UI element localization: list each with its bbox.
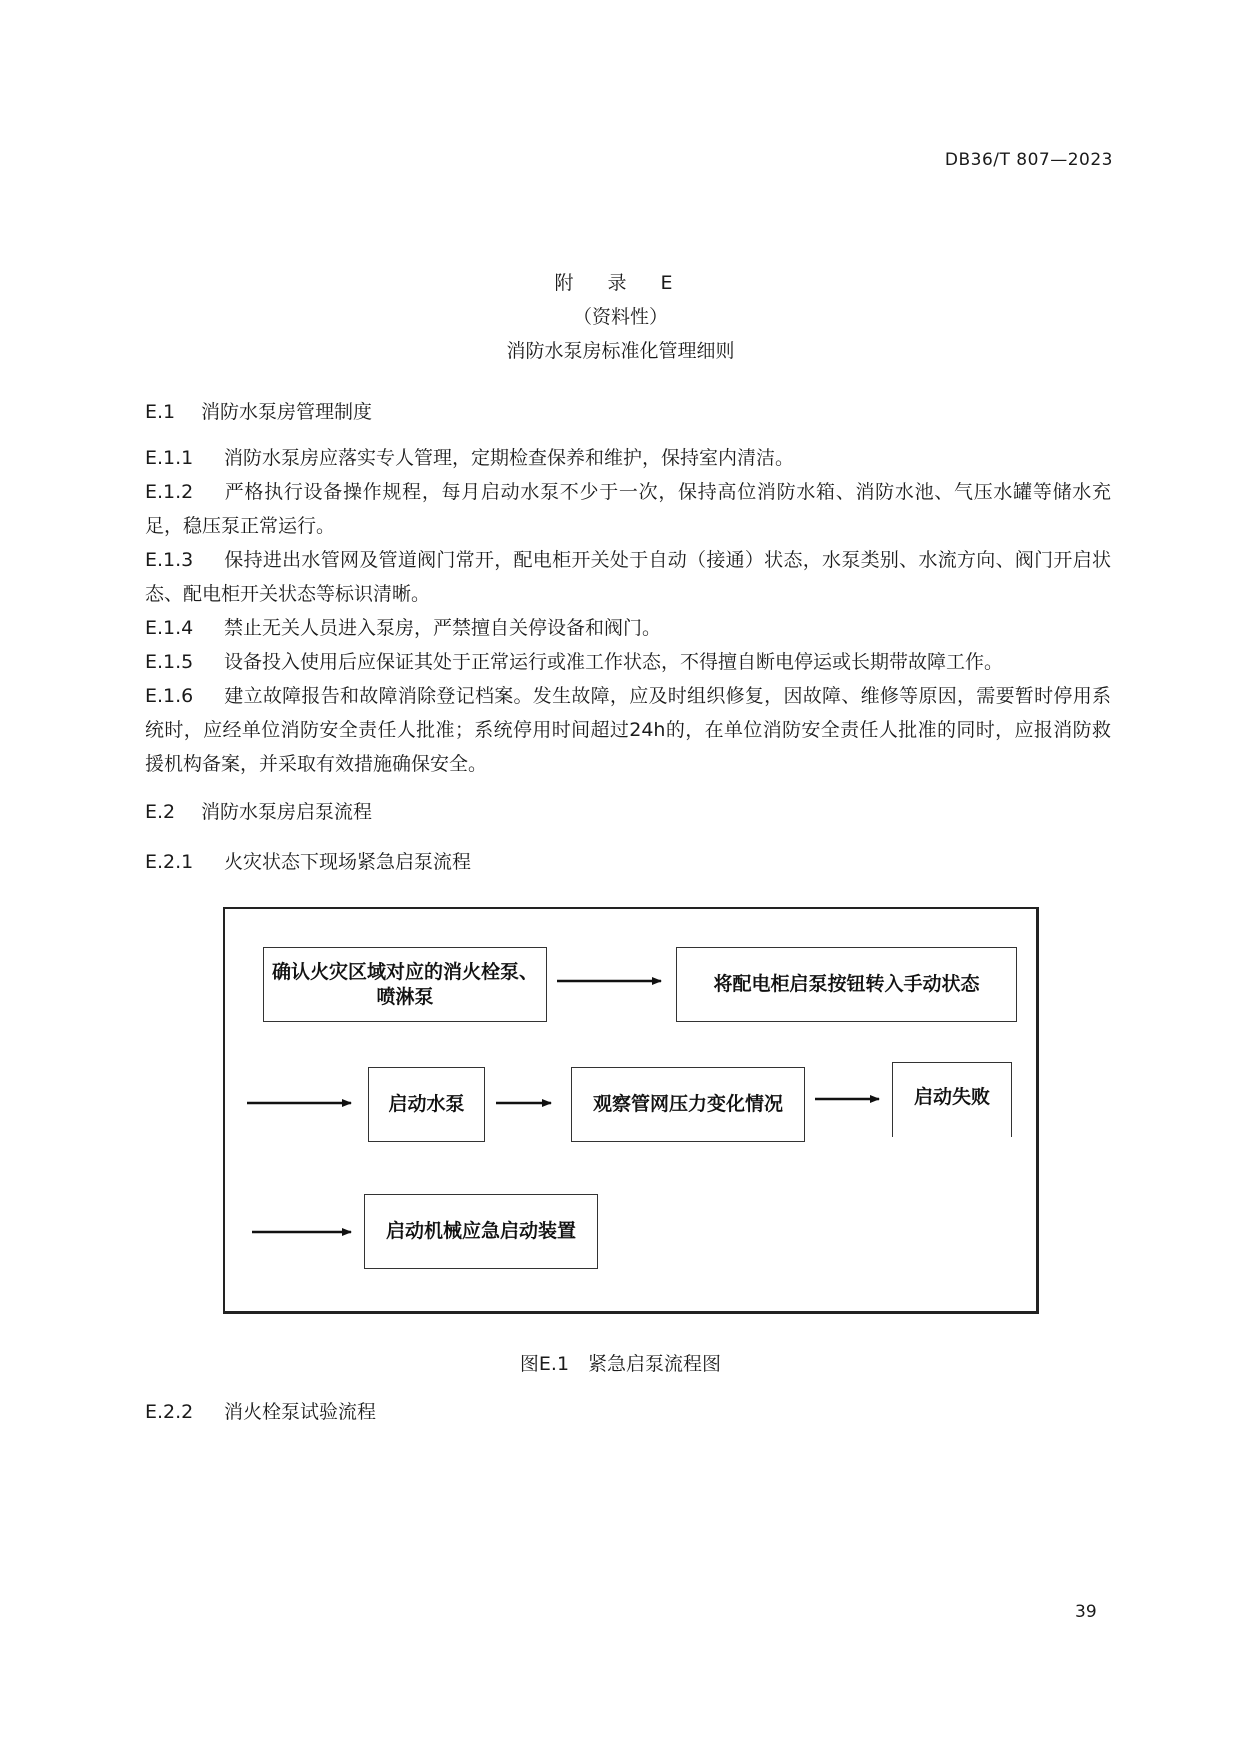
clause-text: 保持进出水管网及管道阀门常开，配电柜开关处于自动（接通）状态，水泵类别、水流方向、阀门开启状态、配电柜开关状态等标识清晰。 [145,549,1111,605]
section-number: E.1 [145,401,176,423]
clause-number: E.1.5 [145,651,194,673]
flow-step-mechanical-start: 启动机械应急启动装置 [364,1194,598,1269]
clause-text: 严格执行设备操作规程，每月启动水泵不少于一次，保持高位消防水箱、消防水池、气压水罐等储水充足，稳压泵正常运行。 [145,481,1111,537]
subsection-e2-2-heading [145,1397,376,1424]
section-title: 消防水泵房启泵流程 [201,801,373,823]
clause-e1-3 [145,543,1111,611]
section-number: E.2 [145,801,176,823]
clause-number: E.1.2 [145,481,194,503]
clause-e1-2 [145,475,1111,543]
clause-number: E.1.6 [145,685,194,707]
flowchart-frame [223,907,1039,1314]
flow-step-start-failed: 启动失败 [892,1062,1012,1137]
subsection-number: E.2.2 [145,1401,194,1423]
section-e1-heading [145,397,372,424]
clause-number: E.1.1 [145,447,194,469]
annex-title: 附 录 E [554,272,687,294]
flow-step-observe-pressure: 观察管网压力变化情况 [571,1067,805,1142]
annex-name: 消防水泵房标准化管理细则 [506,340,735,362]
annex-type: （资料性） [572,306,668,328]
standard-code: DB36/T 807—2023 [944,150,1113,170]
clause-e1-6 [145,679,1111,781]
clause-e1-1 [145,441,1111,475]
flow-step-confirm-fire-zone: 确认火灾区域对应的消火栓泵、喷淋泵 [263,947,547,1022]
page-number: 39 [1075,1602,1097,1622]
clause-text: 建立故障报告和故障消除登记档案。发生故障，应及时组织修复，因故障、维修等原因，需要暂时停用系统时，应经单位消防安全责任人批准；系统停用时间超过24h的，在单位消防安全责任人批准的同时，应报消防救援机构备案，并采取有效措施确保安全。 [145,685,1111,775]
clause-text: 禁止无关人员进入泵房，严禁擅自关停设备和阀门。 [224,617,662,639]
flow-step-start-pump: 启动水泵 [368,1067,485,1142]
flow-step-manual-state: 将配电柜启泵按钮转入手动状态 [676,947,1017,1022]
section-title: 消防水泵房管理制度 [201,401,373,423]
clause-text: 消防水泵房应落实专人管理，定期检查保养和维护，保持室内清洁。 [224,447,795,469]
clause-e1-5 [145,645,1111,679]
section-e2-heading [145,797,372,824]
subsection-e2-1-heading [145,847,471,874]
clause-e1-4 [145,611,1111,645]
clause-text: 设备投入使用后应保证其处于正常运行或准工作状态，不得擅自断电停运或长期带故障工作。 [224,651,1004,673]
subsection-title: 消火栓泵试验流程 [224,1401,377,1423]
subsection-number: E.2.1 [145,851,194,873]
figure-caption: 图E.1 紧急启泵流程图 [519,1353,722,1375]
clause-number: E.1.4 [145,617,194,639]
subsection-title: 火灾状态下现场紧急启泵流程 [224,851,472,873]
clause-number: E.1.3 [145,549,194,571]
